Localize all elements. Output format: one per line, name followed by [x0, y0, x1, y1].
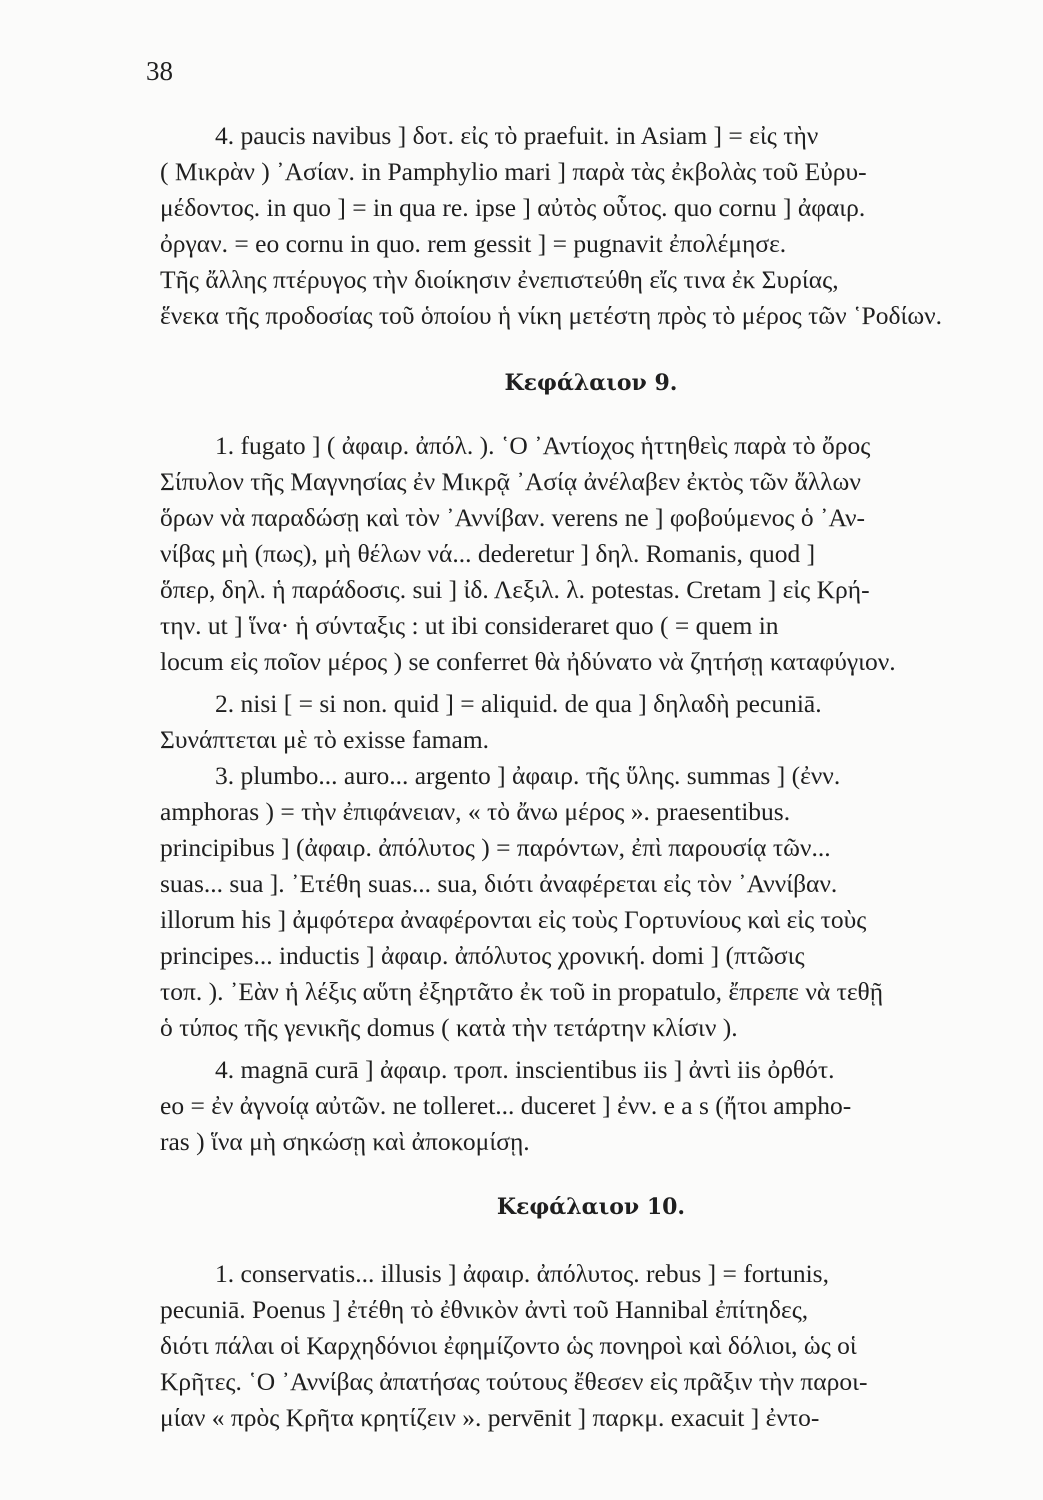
text-line: 4. paucis navibus ] δοτ. εἰς τὸ praefuit. in Asiam ] = εἰς τὴν	[215, 121, 819, 150]
page-number: 38	[146, 56, 173, 86]
chapter-heading-10: Κεφάλαιον 10.	[496, 1194, 686, 1220]
text-line: 4. magnā curā ] ἀφαιρ. τροπ. inscientibus iis ] ἀντὶ iis ὀρθότ.	[215, 1055, 835, 1084]
text-line: τοπ. ). ᾽Εὰν ἡ λέξις αὕτη ἐξηρτᾶτο ἐκ τοῦ in propatulo, ἔπρεπε νὰ τεθῇ	[160, 977, 884, 1006]
text-line: amphoras ) = τὴν ἐπιφάνειαν, « τὸ ἄνω μέρος ». praesentibus.	[160, 797, 791, 826]
text-line: pecuniā. Poenus ] ἐτέθη τὸ ἐθνικὸν ἀντὶ τοῦ Hannibal ἐπίτηδες,	[160, 1295, 809, 1324]
text-line: ἕνεκα τῆς προδοσίας τοῦ ὁποίου ἡ νίκη μετέστη πρὸς τὸ μέρος τῶν ῾Ροδίων.	[160, 301, 943, 330]
text-line: locum εἰς ποῖον μέρος ) se conferret θὰ ἠδύνατο νὰ ζητήσῃ καταφύγιον.	[160, 647, 896, 676]
text-line: 3. plumbo... auro... argento ] ἀφαιρ. τῆς ὕλης. summas ] (ἐνν.	[215, 761, 841, 790]
text-line: ὀργαν. = eo cornu in quo. rem gessit ] = pugnavit ἐπολέμησε.	[160, 229, 787, 258]
text-line: suas... sua ]. ᾽Ετέθη suas... sua, διότι ἀναφέρεται εἰς τὸν ᾽Αννίβαν.	[160, 869, 838, 898]
text-line: την. ut ] ἵνα· ἡ σύνταξις : ut ibi consideraret quo ( = quem in	[160, 611, 779, 640]
text-line: ὅπερ, δηλ. ἡ παράδοσις. sui ] ἰδ. Λεξιλ. λ. potestas. Cretam ] εἰς Κρή-	[160, 575, 870, 604]
text-line: μίαν « πρὸς Κρῆτα κρητίζειν ». pervēnit ] παρκμ. exacuit ] ἐντο-	[160, 1403, 820, 1432]
text-line: ( Μικρὰν ) ᾽Ασίαν. in Pamphylio mari ] παρὰ τὰς ἐκβολὰς τοῦ Εὐρυ-	[160, 157, 867, 186]
text-line: principibus ] (ἀφαιρ. ἀπόλυτος ) = παρόντων, ἐπὶ παρουσίᾳ τῶν...	[160, 833, 831, 862]
text-line: νίβας μὴ (πως), μὴ θέλων νά... dederetur ] δηλ. Romanis, quod ]	[160, 539, 816, 568]
text-line: Τῆς ἄλλης πτέρυγος τὴν διοίκησιν ἐνεπιστεύθη εἴς τινα ἐκ Συρίας,	[160, 265, 839, 294]
text-line: Σίπυλον τῆς Μαγνησίας ἐν Μικρᾷ ᾽Ασίᾳ ἀνέλαβεν ἐκτὸς τῶν ἄλλων	[160, 467, 861, 496]
text-line: Συνάπτεται μὲ τὸ exisse famam.	[160, 725, 490, 754]
text-line: Κρῆτες. ῾Ο ᾽Αννίβας ἀπατήσας τούτους ἔθεσεν εἰς πρᾶξιν τὴν παροι-	[160, 1367, 868, 1396]
text-line: διότι πάλαι οἱ Καρχηδόνιοι ἐφημίζοντο ὡς πονηροὶ καὶ δόλιοι, ὡς οἱ	[160, 1331, 857, 1360]
text-line: illorum his ] ἀμφότερα ἀναφέρονται εἰς τοὺς Γορτυνίους καὶ εἰς τοὺς	[160, 905, 867, 934]
text-line: ras ) ἵνα μὴ σηκώσῃ καὶ ἀποκομίσῃ.	[160, 1127, 530, 1156]
text-line: 1. conservatis... illusis ] ἀφαιρ. ἀπόλυτος. rebus ] = fortunis,	[215, 1259, 829, 1288]
chapter-heading-9: Κεφάλαιον 9.	[504, 370, 678, 396]
text-line: 1. fugato ] ( ἀφαιρ. ἀπόλ. ). ῾Ο ᾽Αντίοχος ἡττηθεὶς παρὰ τὸ ὄρος	[215, 431, 871, 460]
text-line: eo = ἐν ἀγνοίᾳ αὐτῶν. ne tolleret... duceret ] ἐνν. e a s (ἤτοι ampho-	[160, 1091, 852, 1120]
text-line: ὁ τύπος τῆς γενικῆς domus ( κατὰ τὴν τετάρτην κλίσιν ).	[160, 1013, 738, 1042]
text-line: ὅρων νὰ παραδώσῃ καὶ τὸν ᾽Αννίβαν. verens ne ] φοβούμενος ὁ ᾽Αν-	[160, 503, 866, 532]
text-line: 2. nisi [ = si non. quid ] = aliquid. de qua ] δηλαδὴ pecuniā.	[215, 689, 822, 718]
text-line: principes... inductis ] ἀφαιρ. ἀπόλυτος χρονική. domi ] (πτῶσις	[160, 941, 805, 970]
text-line: μέδοντος. in quo ] = in qua re. ipse ] αὐτὸς οὗτος. quo cornu ] ἀφαιρ.	[160, 193, 866, 222]
